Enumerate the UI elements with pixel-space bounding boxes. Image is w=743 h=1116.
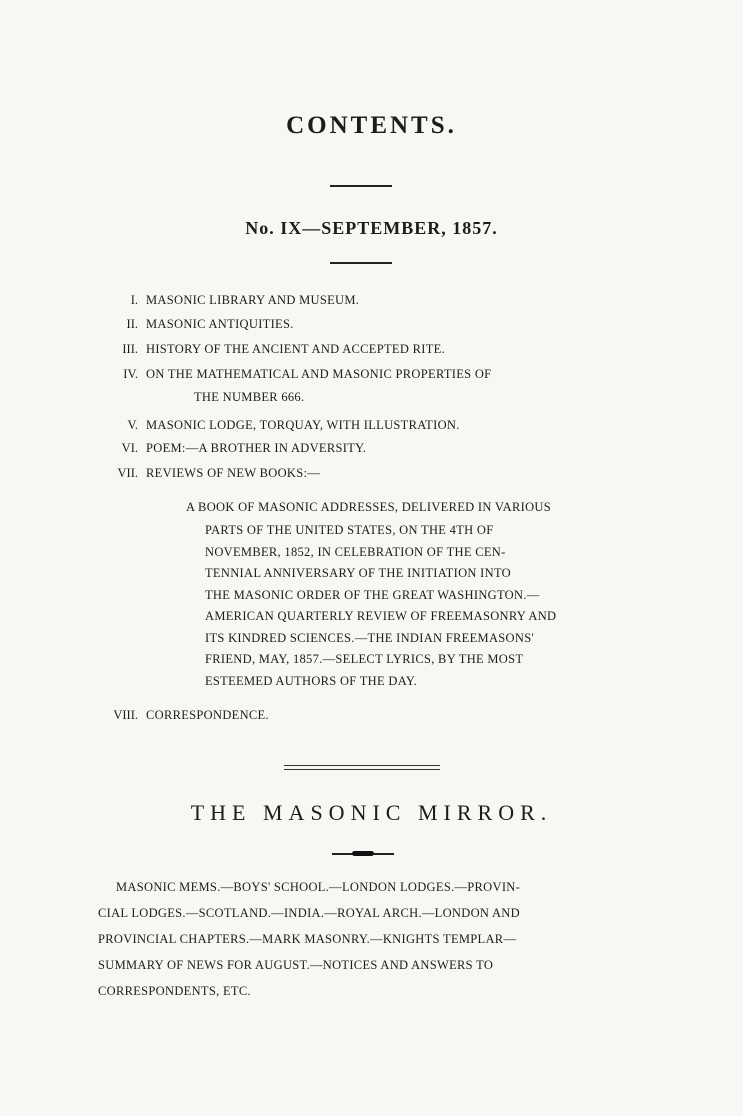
section-title: THE MASONIC MIRROR.: [190, 800, 553, 825]
item-number: III.: [122, 342, 138, 356]
mirror-line: CIAL LODGES.—SCOTLAND.—INDIA.—ROYAL ARCH.—LONDON AND: [98, 906, 520, 920]
review-line: THE MASONIC ORDER OF THE GREAT WASHINGTON.—: [205, 587, 540, 602]
list-item: [110, 339, 650, 360]
list-item: [110, 364, 650, 385]
review-line: ESTEEMED AUTHORS OF THE DAY.: [205, 673, 418, 688]
item-text: CORRESPONDENCE.: [146, 708, 269, 722]
item-number: IV.: [123, 367, 138, 381]
item-text: REVIEWS OF NEW BOOKS:—: [146, 466, 321, 480]
item-text: MASONIC LIBRARY AND MUSEUM.: [146, 293, 360, 307]
review-line: NOVEMBER, 1852, IN CELEBRATION OF THE CEN-: [205, 544, 506, 559]
mirror-line: MASONIC MEMS.—BOYS' SCHOOL.—LONDON LODGES.—PROVIN-: [116, 880, 521, 894]
item-number: V.: [127, 418, 138, 432]
item-text: THE NUMBER 666.: [194, 390, 305, 404]
item-text: MASONIC LODGE, TORQUAY, WITH ILLUSTRATION.: [146, 418, 460, 432]
item-text: MASONIC ANTIQUITIES.: [146, 317, 294, 331]
list-item-continuation: [110, 387, 650, 408]
list-item: [110, 705, 650, 726]
page-title: CONTENTS.: [286, 112, 457, 139]
issue-rule: [330, 262, 392, 264]
item-number: VIII.: [113, 708, 138, 722]
list-item: [110, 290, 650, 311]
mirror-line: SUMMARY OF NEWS FOR AUGUST.—NOTICES AND ANSWERS TO: [98, 958, 494, 972]
issue-heading: No. IX—SEPTEMBER, 1857.: [245, 218, 498, 238]
mirror-line: CORRESPONDENTS, ETC.: [98, 984, 251, 998]
ornament-mark: [352, 851, 374, 856]
review-line: ITS KINDRED SCIENCES.—THE INDIAN FREEMASONS': [205, 630, 535, 645]
list-item: [110, 438, 650, 459]
list-item: [110, 415, 650, 436]
title-rule: [330, 185, 392, 187]
mirror-line: PROVINCIAL CHAPTERS.—MARK MASONRY.—KNIGHTS TEMPLAR—: [98, 932, 517, 946]
item-number: VI.: [121, 441, 138, 455]
item-text: POEM:—A BROTHER IN ADVERSITY.: [146, 441, 367, 455]
review-line: AMERICAN QUARTERLY REVIEW OF FREEMASONRY AND: [205, 609, 557, 623]
review-line: TENNIAL ANNIVERSARY OF THE INITIATION INTO: [205, 566, 511, 580]
item-text: ON THE MATHEMATICAL AND MASONIC PROPERTIES OF: [146, 367, 492, 381]
mirror-contents: [98, 874, 638, 1004]
review-line: A BOOK OF MASONIC ADDRESSES, DELIVERED IN VARIOUS: [186, 500, 551, 514]
item-number: VII.: [117, 466, 138, 480]
review-line: PARTS OF THE UNITED STATES, ON THE 4TH OF: [205, 523, 494, 537]
item-number: I.: [130, 293, 138, 307]
review-line: FRIEND, MAY, 1857.—SELECT LYRICS, BY THE MOST: [205, 652, 524, 666]
section-divider: [284, 765, 440, 770]
item-text: HISTORY OF THE ANCIENT AND ACCEPTED RITE.: [146, 342, 446, 356]
list-item: [110, 314, 650, 335]
reviews-list: [186, 497, 631, 519]
list-item: [110, 463, 650, 484]
reviews-list-continued: [205, 520, 635, 692]
item-number: II.: [126, 317, 138, 331]
